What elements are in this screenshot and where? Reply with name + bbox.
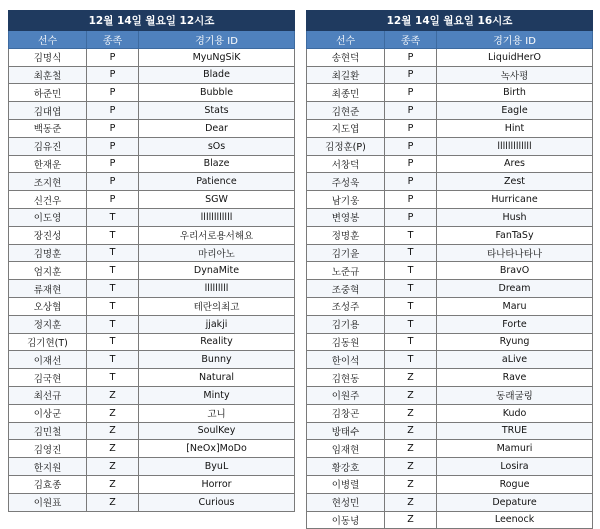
table-row [9,102,295,120]
table-row [307,48,593,66]
player-name-cell: 최종민 [307,84,385,102]
table-row [9,475,295,493]
table-row [307,493,593,511]
game-id-cell: Patience [139,173,295,191]
player-name-cell: 이상군 [9,404,87,422]
column-header-race: 종족 [87,31,139,49]
player-name-cell: 이병렬 [307,475,385,493]
game-id-cell: 마리아노 [139,244,295,262]
race-cell: T [385,297,437,315]
game-id-cell: Stats [139,102,295,120]
table-row [307,369,593,387]
race-cell: T [87,315,139,333]
table-row [307,280,593,298]
player-name-cell: 조중혁 [307,280,385,298]
race-cell: P [385,173,437,191]
game-id-cell: Losira [437,458,593,476]
race-cell: T [87,262,139,280]
game-id-cell: Blaze [139,155,295,173]
game-id-cell: 테란의최고 [139,297,295,315]
table-row [307,119,593,137]
table-row [9,422,295,440]
race-cell: Z [87,458,139,476]
player-name-cell: 이재선 [9,351,87,369]
player-name-cell: 이동녕 [307,511,385,529]
table-row [307,422,593,440]
table-row [9,280,295,298]
player-name-cell: 지도엽 [307,119,385,137]
race-cell: T [87,297,139,315]
column-header-race: 종족 [385,31,437,49]
race-cell: Z [87,404,139,422]
table-row [9,84,295,102]
table-row [307,84,593,102]
player-name-cell: 김기용 [307,315,385,333]
game-id-cell: Bubble [139,84,295,102]
column-header-player: 선수 [9,31,87,49]
table-row [307,155,593,173]
game-id-cell: Hurricane [437,191,593,209]
game-id-cell: Birth [437,84,593,102]
table-row [9,191,295,209]
table-row [9,440,295,458]
schedule-table-12 [8,10,294,512]
game-id-cell: TRUE [437,422,593,440]
table-row [307,66,593,84]
race-cell: T [385,226,437,244]
player-name-cell: 변영봉 [307,208,385,226]
table-row [9,493,295,511]
table-title: 12월 14일 월요일 12시조 [9,11,295,31]
race-cell: P [87,48,139,66]
race-cell: T [385,244,437,262]
player-name-cell: 김국현 [9,369,87,387]
table-row [9,386,295,404]
table-row [9,315,295,333]
race-cell: P [87,84,139,102]
race-cell: T [385,351,437,369]
game-id-cell: MyuNgSiK [139,48,295,66]
player-name-cell: 오상협 [9,297,87,315]
game-id-cell: Horror [139,475,295,493]
table-row [9,458,295,476]
table-row [9,137,295,155]
game-id-cell: Forte [437,315,593,333]
game-id-cell: Eagle [437,102,593,120]
race-cell: P [87,102,139,120]
table-row [9,404,295,422]
race-cell: T [87,351,139,369]
game-id-cell: Bunny [139,351,295,369]
table-title-row [307,11,593,31]
table-row [307,208,593,226]
table-row [307,244,593,262]
player-name-cell: 최선규 [9,386,87,404]
player-name-cell: 김현준 [307,102,385,120]
race-cell: Z [87,422,139,440]
race-cell: Z [385,475,437,493]
race-cell: P [385,208,437,226]
table-row [9,48,295,66]
table-row [307,191,593,209]
race-cell: Z [385,511,437,529]
race-cell: P [385,119,437,137]
player-name-cell: 이원표 [9,493,87,511]
race-cell: P [385,66,437,84]
game-id-cell: 녹사평 [437,66,593,84]
table-row [9,155,295,173]
player-name-cell: 최훈철 [9,66,87,84]
game-id-cell: SGW [139,191,295,209]
game-id-cell: sOs [139,137,295,155]
player-name-cell: 황강호 [307,458,385,476]
table-row [9,173,295,191]
table-body [9,48,295,511]
player-name-cell: 김명훈 [9,244,87,262]
race-cell: Z [87,475,139,493]
race-cell: Z [385,422,437,440]
game-id-cell: Dream [437,280,593,298]
race-cell: P [87,191,139,209]
player-name-cell: 한이석 [307,351,385,369]
player-name-cell: 신건우 [9,191,87,209]
table-row [307,440,593,458]
race-cell: T [87,369,139,387]
game-id-cell: 우리서로용서해요 [139,226,295,244]
table-row [9,369,295,387]
player-name-cell: 김효종 [9,475,87,493]
race-cell: P [87,66,139,84]
player-name-cell: 이도영 [9,208,87,226]
game-id-cell: Maru [437,297,593,315]
table-row [9,333,295,351]
race-cell: P [87,137,139,155]
table-row [307,404,593,422]
player-name-cell: 한재운 [9,155,87,173]
game-id-cell: Rave [437,369,593,387]
table-row [307,226,593,244]
game-id-cell: Ares [437,155,593,173]
table-body [307,48,593,529]
table-row [9,119,295,137]
race-cell: T [385,280,437,298]
race-cell: P [385,191,437,209]
player-name-cell: 김영진 [9,440,87,458]
race-cell: P [87,155,139,173]
game-id-cell: Hush [437,208,593,226]
player-name-cell: 방태수 [307,422,385,440]
table-row [307,333,593,351]
table-header-row [307,31,593,49]
player-table [306,10,593,529]
table-row [307,351,593,369]
game-id-cell: DynaMite [139,262,295,280]
column-header-player: 선수 [307,31,385,49]
game-id-cell: 고니 [139,404,295,422]
table-row [9,351,295,369]
game-id-cell: Blade [139,66,295,84]
game-id-cell: FanTaSy [437,226,593,244]
game-id-cell: ByuL [139,458,295,476]
race-cell: Z [385,458,437,476]
race-cell: T [87,244,139,262]
player-name-cell: 남기웅 [307,191,385,209]
table-row [9,208,295,226]
race-cell: P [385,102,437,120]
player-name-cell: 조지현 [9,173,87,191]
table-row [307,511,593,529]
race-cell: T [87,226,139,244]
race-cell: P [385,137,437,155]
column-header-id: 경기용 ID [437,31,593,49]
player-name-cell: 김창곤 [307,404,385,422]
race-cell: Z [385,386,437,404]
game-id-cell: Minty [139,386,295,404]
game-id-cell: Zest [437,173,593,191]
player-name-cell: 정지훈 [9,315,87,333]
race-cell: Z [385,440,437,458]
player-name-cell: 백동준 [9,119,87,137]
table-row [9,262,295,280]
race-cell: Z [87,386,139,404]
race-cell: T [87,280,139,298]
race-cell: P [385,155,437,173]
player-name-cell: 정명훈 [307,226,385,244]
race-cell: Z [87,440,139,458]
column-header-id: 경기용 ID [139,31,295,49]
table-row [9,297,295,315]
race-cell: P [385,48,437,66]
table-row [307,297,593,315]
game-id-cell: Ryung [437,333,593,351]
game-id-cell: Rogue [437,475,593,493]
race-cell: T [385,315,437,333]
player-name-cell: 임재현 [307,440,385,458]
game-id-cell: llllllllllll [139,208,295,226]
race-cell: Z [87,493,139,511]
table-row [307,102,593,120]
player-name-cell: 김기현(T) [9,333,87,351]
table-row [307,137,593,155]
table-row [307,458,593,476]
race-cell: T [385,262,437,280]
table-header-row [9,31,295,49]
game-id-cell: LiquidHerO [437,48,593,66]
player-name-cell: 김명식 [9,48,87,66]
game-id-cell: Mamuri [437,440,593,458]
player-name-cell: 장진성 [9,226,87,244]
player-name-cell: 조성주 [307,297,385,315]
table-row [307,475,593,493]
game-id-cell: Depature [437,493,593,511]
player-name-cell: 한지원 [9,458,87,476]
player-name-cell: 주성욱 [307,173,385,191]
race-cell: Z [385,369,437,387]
player-name-cell: 김대엽 [9,102,87,120]
player-name-cell: 노준규 [307,262,385,280]
race-cell: T [87,208,139,226]
player-name-cell: 김유진 [9,137,87,155]
game-id-cell: 동래굴링 [437,386,593,404]
game-id-cell: lllllllll [139,280,295,298]
game-id-cell: lllllllllllll [437,137,593,155]
player-name-cell: 김기윤 [307,244,385,262]
game-id-cell: aLive [437,351,593,369]
player-name-cell: 김동원 [307,333,385,351]
race-cell: P [87,173,139,191]
schedule-table-16 [306,10,592,529]
race-cell: P [385,84,437,102]
game-id-cell: Dear [139,119,295,137]
race-cell: Z [385,493,437,511]
table-row [307,262,593,280]
game-id-cell: SoulKey [139,422,295,440]
table-row [307,315,593,333]
game-id-cell: Kudo [437,404,593,422]
table-title: 12월 14일 월요일 16시조 [307,11,593,31]
game-id-cell: BravO [437,262,593,280]
race-cell: Z [385,404,437,422]
game-id-cell: Curious [139,493,295,511]
player-name-cell: 김민철 [9,422,87,440]
table-row [9,226,295,244]
race-cell: T [87,333,139,351]
race-cell: T [385,333,437,351]
player-name-cell: 송현덕 [307,48,385,66]
player-name-cell: 김현동 [307,369,385,387]
game-id-cell: Reality [139,333,295,351]
game-id-cell: Hint [437,119,593,137]
game-id-cell: [NeOx]MoDo [139,440,295,458]
player-name-cell: 김정훈(P) [307,137,385,155]
player-name-cell: 이원주 [307,386,385,404]
player-name-cell: 최길환 [307,66,385,84]
player-name-cell: 서창덕 [307,155,385,173]
player-name-cell: 엄지훈 [9,262,87,280]
table-row [307,386,593,404]
player-name-cell: 현성민 [307,493,385,511]
table-row [9,244,295,262]
game-id-cell: jjakji [139,315,295,333]
game-id-cell: Natural [139,369,295,387]
table-title-row [9,11,295,31]
game-id-cell: Leenock [437,511,593,529]
table-row [9,66,295,84]
player-name-cell: 류재현 [9,280,87,298]
race-cell: P [87,119,139,137]
table-row [307,173,593,191]
player-table [8,10,295,512]
game-id-cell: 타나타나타나 [437,244,593,262]
player-name-cell: 하준민 [9,84,87,102]
